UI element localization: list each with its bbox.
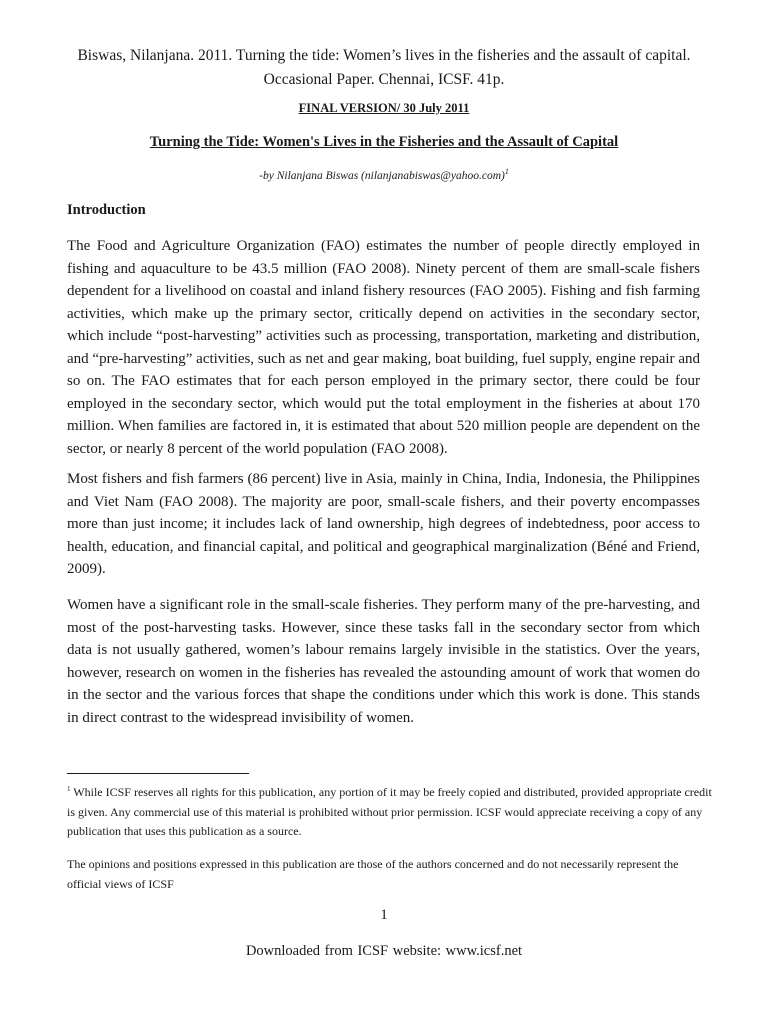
section-heading: Introduction — [67, 202, 146, 218]
paragraph-2: Most fishers and fish farmers (86 percent) live in Asia, mainly in China, India, Indonesia, the Philippines and Viet Nam (FAO 2008). The majority are poor, small-scale fishers, and their poverty encompasses more than just income; it includes lack of land ownership, high degrees of indebtedness, poor access to health, education, and financial capital, and political and geographical marginalization (Béné and Friend, 2009). — [67, 471, 700, 577]
footnote-disclaimer: The opinions and positions expressed in this publication are those of the authors concerned and do not necessarily represent the official views of ICSF — [67, 857, 679, 891]
citation-line-1: Biswas, Nilanjana. 2011. Turning the tide: Women’s lives in the fisheries and the assault of capital. — [77, 47, 691, 64]
document-title: Turning the Tide: Women's Lives in the Fisheries and the Assault of Capital — [149, 134, 619, 150]
final-version-label: FINAL VERSION/ 30 July 2011 — [298, 101, 470, 115]
author-byline — [0, 167, 768, 182]
citation — [60, 44, 708, 92]
byline-footnote-mark[interactable]: 1 — [504, 167, 509, 176]
page-number: 1 — [380, 907, 388, 923]
byline-text: -by Nilanjana Biswas (nilanjanabiswas@yahoo.com) — [259, 169, 505, 182]
footnote-1-text: While ICSF reserves all rights for this publication, any portion of it may be freely copied and distributed, provided appropriate credit is given. Any commercial use of this material is prohibited without prior permission. ICSF would appreciate receiving a copy of any publication that uses this publication as a source. — [67, 785, 712, 838]
download-note: Downloaded from ICSF website: www.icsf.net — [245, 943, 523, 959]
citation-line-2: Occasional Paper. Chennai, ICSF. 41p. — [263, 71, 505, 88]
footnote-1-mark: 1 — [67, 785, 71, 793]
paragraph-1: The Food and Agriculture Organization (FAO) estimates the number of people directly employed in fishing and aquaculture to be 43.5 million (FAO 2008). Ninety percent of them are small-scale fishers dependent for a livelihood on coastal and inland fishery resources (FAO 2005). Fishing and fish farming activities, which make up the primary sector, critically depend on activities in the secondary sector, which include “post-harvesting” activities such as processing, transportation, marketing and distribution, and “pre-harvesting” activities, such as net and gear making, boat building, fuel supply, engine repair and so on. The FAO estimates that for each person employed in the primary sector, there could be four employed in the secondary sector, which would put the total employment in the fisheries at about 170 million. When families are factored in, it is estimated that about 520 million people are dependent on the sector, or nearly 8 percent of the world population (FAO 2008). — [67, 238, 700, 457]
footnote-divider — [67, 773, 249, 774]
footnote-1 — [67, 780, 712, 842]
paragraph-3: Women have a significant role in the small-scale fisheries. They perform many of the pre-harvesting, and most of the post-harvesting tasks. However, since these tasks fall in the secondary sector from which data is not usually gathered, women’s labour remains largely invisible in the statistics. Over the years, however, research on women in the fisheries has revealed the astounding amount of work that women do in the sector and the various forces that shape the conditions under which this work is done. This stands in direct contrast to the widespread invisibility of women. — [67, 597, 700, 726]
